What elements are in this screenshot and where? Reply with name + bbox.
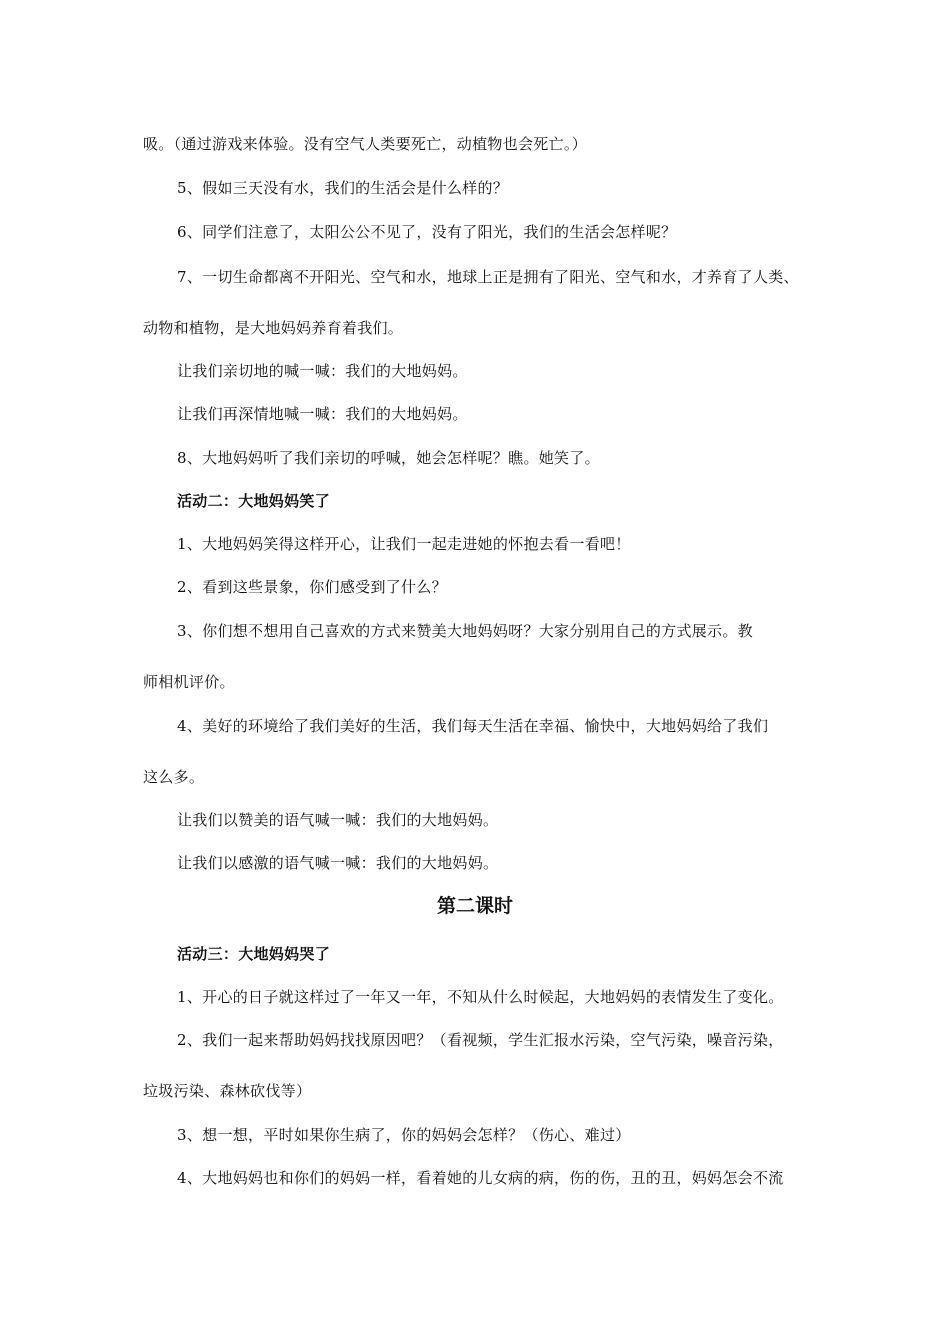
paragraph-line: 5、假如三天没有水，我们的生活会是什么样的？ <box>177 179 509 197</box>
paragraph-line: 4、大地妈妈也和你们的妈妈一样，看着她的儿女病的病，伤的伤，丑的丑，妈妈怎会不流 <box>177 1169 784 1187</box>
paragraph-line: 4、美好的环境给了我们美好的生活，我们每天生活在幸福、愉快中，大地妈妈给了我们 <box>177 717 769 735</box>
activity-heading: 活动三：大地妈妈哭了 <box>177 945 331 963</box>
paragraph-line: 吸。（通过游戏来体验。没有空气人类要死亡，动植物也会死亡。） <box>143 135 588 153</box>
paragraph-line: 师相机评价。 <box>143 673 235 691</box>
paragraph-line: 2、我们一起来帮助妈妈找找原因吧？（看视频，学生汇报水污染，空气污染，噪音污染， <box>177 1031 784 1049</box>
activity-heading: 活动二：大地妈妈笑了 <box>177 492 331 510</box>
paragraph-line: 让我们以感激的语气喊一喊：我们的大地妈妈。 <box>177 854 499 872</box>
paragraph-line: 这么多。 <box>143 768 205 786</box>
paragraph-line: 1、大地妈妈笑得这样开心，让我们一起走进她的怀抱去看一看吧！ <box>177 535 631 553</box>
paragraph-line: 8、大地妈妈听了我们亲切的呼喊，她会怎样呢？瞧。她笑了。 <box>177 449 600 467</box>
paragraph-line: 7、一切生命都离不开阳光、空气和水，地球上正是拥有了阳光、空气和水，才养育了人类、 <box>177 268 799 286</box>
paragraph-line: 3、想一想，平时如果你生病了，你的妈妈会怎样？（伤心、难过） <box>177 1126 631 1144</box>
paragraph-line: 垃圾污染、森林砍伐等） <box>143 1082 312 1100</box>
paragraph-line: 6、同学们注意了，太阳公公不见了，没有了阳光，我们的生活会怎样呢？ <box>177 223 677 241</box>
paragraph-line: 1、开心的日子就这样过了一年又一年，不知从什么时候起，大地妈妈的表情发生了变化。 <box>177 988 784 1006</box>
paragraph-line: 让我们以赞美的语气喊一喊：我们的大地妈妈。 <box>177 811 499 829</box>
paragraph-line: 动物和植物，是大地妈妈养育着我们。 <box>143 319 404 337</box>
paragraph-line: 2、看到这些景象，你们感受到了什么？ <box>177 578 447 596</box>
paragraph-line: 让我们亲切地的喊一喊：我们的大地妈妈。 <box>177 362 468 380</box>
section-title: 第二课时 <box>436 895 513 917</box>
paragraph-line: 3、你们想不想用自己喜欢的方式来赞美大地妈妈呀？大家分别用自己的方式展示。教 <box>177 622 753 640</box>
paragraph-line: 让我们再深情地喊一喊：我们的大地妈妈。 <box>177 405 468 423</box>
